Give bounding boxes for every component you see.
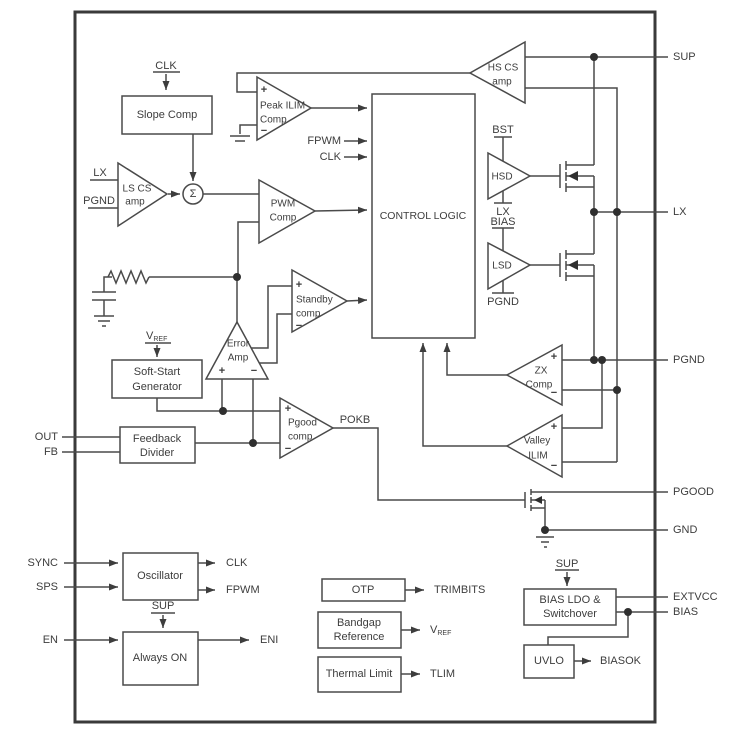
error-amp (206, 322, 268, 379)
en-pin-label: EN (42, 634, 58, 646)
vref-top-label: $V_{REF}$ (146, 330, 168, 343)
mosfet-body-arrow-icon (534, 496, 542, 504)
soft-start-label-1: Soft-Start (133, 366, 181, 378)
standby-label-1: Standby (296, 294, 333, 306)
junction-dot (613, 208, 621, 216)
fb-pin-label: FB (43, 446, 58, 458)
error-amp-minus: − (250, 365, 258, 377)
junction-dot (541, 526, 549, 534)
ls-cs-amp (118, 163, 167, 226)
peak-ilim-plus: + (260, 84, 268, 96)
zx-plus: + (550, 351, 558, 363)
pgood-label-1: Pgood (288, 417, 317, 429)
bandgap-label-1: Bandgap (336, 617, 382, 629)
lx-hsd-label: LX (496, 206, 510, 218)
pwm-comp (259, 180, 315, 243)
ground-icon (94, 316, 114, 326)
vref-out-label: $V_{REF}$ (430, 624, 452, 637)
lsd-label: LSD (492, 260, 512, 272)
junction-dot (233, 273, 241, 281)
valley-minus: − (550, 460, 558, 472)
junction-dot (624, 608, 632, 616)
pwm-label-2: Comp (269, 212, 297, 224)
ls-cs-label-2: amp (125, 196, 145, 208)
junction-dot (249, 439, 257, 447)
wire-standby-to-logic (347, 300, 367, 301)
otp-label: OTP (351, 584, 375, 596)
feedback-label-2: Divider (139, 447, 175, 459)
bst-label: BST (492, 124, 514, 136)
thermal-limit-label: Thermal Limit (325, 668, 393, 680)
ground-icon (536, 537, 554, 547)
clk-top-label: CLK (155, 60, 177, 72)
sigma-icon: Σ (189, 188, 197, 200)
trimbits-label: TRIMBITS (434, 584, 486, 596)
uvlo-label: UVLO (534, 655, 564, 667)
pokb-label: POKB (339, 414, 371, 426)
ground-icon (230, 136, 250, 141)
bandgap-label-2: Reference (333, 631, 385, 643)
junction-dot (613, 386, 621, 394)
ls-cs-label-1: LS CS (122, 183, 152, 195)
sup-osc-label: SUP (151, 600, 175, 612)
control-logic-label: CONTROL LOGIC (379, 210, 467, 222)
valley-label-2: ILIM (528, 450, 548, 462)
mosfet-body-arrow-icon (568, 171, 578, 181)
error-amp-plus: + (218, 365, 226, 377)
eni-label: ENI (260, 634, 279, 646)
hs-cs-label-2: amp (492, 76, 512, 88)
error-amp-label-1: Error (226, 338, 250, 350)
fpwm-out-label: FPWM (226, 584, 260, 596)
soft-start-label-2: Generator (132, 381, 182, 393)
hs-cs-label-1: HS CS (487, 62, 519, 74)
bias-pin-label: BIAS (673, 606, 699, 618)
peak-ilim-minus: − (260, 125, 268, 137)
fpwm-in-label: FPWM (307, 135, 341, 147)
valley-plus: + (550, 421, 558, 433)
gnd-pin-label: GND (673, 524, 698, 536)
peak-ilim-label-1: Peak ILIM (260, 100, 306, 112)
error-amp-label-2: Amp (227, 352, 249, 364)
bias-ldo-label-1: BIAS LDO & (539, 594, 601, 606)
pgood-minus: − (284, 443, 292, 455)
pwm-label-1: PWM (270, 198, 296, 210)
standby-plus: + (295, 279, 303, 291)
slope-comp-label: Slope Comp (136, 109, 198, 121)
standby-label-2: comp (296, 308, 321, 320)
sup-pin-label: SUP (673, 51, 696, 63)
compensation-resistor (108, 271, 149, 283)
zx-label-1: ZX (534, 365, 548, 377)
junction-dot (590, 208, 598, 216)
peak-ilim-label-2: Comp (260, 114, 287, 126)
sup-bias-label: SUP (555, 558, 579, 570)
hsd-label: HSD (491, 171, 513, 183)
pgnd-lsd-label: PGND (487, 296, 519, 308)
biasok-label: BIASOK (600, 655, 641, 667)
wire-pwm-to-logic (315, 210, 367, 211)
lx-left-label: LX (93, 167, 107, 179)
mosfet-body-arrow-icon (568, 260, 578, 270)
always-on-label: Always ON (132, 652, 188, 664)
feedback-label-1: Feedback (132, 433, 182, 445)
junction-dot (590, 356, 598, 364)
wire-valley-to-logic (423, 343, 507, 446)
bias-ldo-label-2: Switchover (543, 608, 597, 620)
lx-pin-label: LX (673, 206, 687, 218)
standby-minus: − (295, 320, 303, 332)
clk-in-label: CLK (319, 151, 341, 163)
zx-label-2: Comp (525, 379, 553, 391)
valley-label-1: Valley (523, 435, 551, 447)
sps-pin-label: SPS (35, 581, 58, 593)
bias-lsd-label: BIAS (490, 216, 516, 228)
junction-dot (219, 407, 227, 415)
junction-dot (598, 356, 606, 364)
pgood-pin-label: PGOOD (673, 486, 714, 498)
pgnd-pin-label: PGND (673, 354, 705, 366)
oscillator-label: Oscillator (137, 570, 183, 582)
out-pin-label: OUT (34, 431, 58, 443)
junction-dot (590, 53, 598, 61)
pgood-label-2: comp (288, 431, 313, 443)
wire-zx-to-logic (447, 343, 507, 375)
extvcc-pin-label: EXTVCC (673, 591, 718, 603)
pgnd-left-label: PGND (83, 195, 115, 207)
zx-minus: − (550, 387, 558, 399)
sync-pin-label: SYNC (27, 557, 58, 569)
pgood-plus: + (284, 403, 292, 415)
clk-out-label: CLK (226, 557, 248, 569)
tlim-label: TLIM (430, 668, 456, 680)
